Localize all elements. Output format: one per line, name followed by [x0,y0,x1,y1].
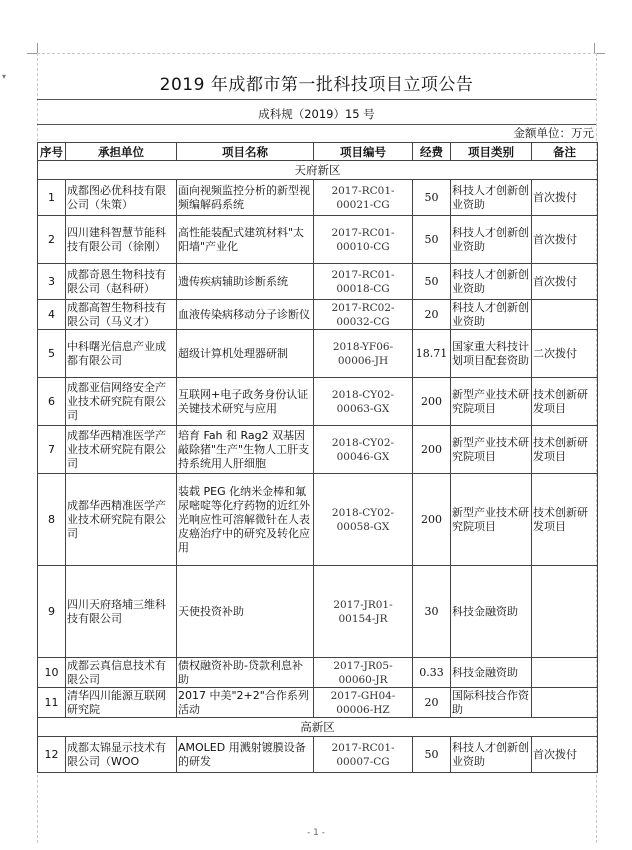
row-code: 2018-CY02-00063-GX [314,378,413,426]
row-project: 天使投资补助 [177,566,314,658]
row-code: 2017-JR01-00154-JR [314,566,413,658]
page-number: - 1 - [307,828,325,838]
row-note: 技术创新研发项目 [532,474,598,566]
row-org: 四川天府珞埔三维科技有限公司 [66,566,177,658]
row-fund: 50 [413,264,451,300]
row-code: 2017-RC01-00010-CG [314,216,413,264]
row-project: 超级计算机处理器研制 [177,330,314,378]
table-row [38,737,598,773]
row-seq: 3 [38,264,66,300]
document-title: 2019 年成都市第一批科技项目立项公告 [159,75,474,95]
row-fund: 200 [413,378,451,426]
table-row [38,264,598,300]
row-note: 首次拨付 [532,737,598,773]
row-seq: 5 [38,330,66,378]
header-category: 项目类别 [451,143,532,161]
row-note: 技术创新研发项目 [532,378,598,426]
row-fund: 20 [413,300,451,330]
row-seq: 11 [38,688,66,718]
row-category: 科技金融资助 [451,566,532,658]
row-org: 成都华西精准医学产业技术研究院有限公司 [66,474,177,566]
row-fund: 200 [413,426,451,474]
row-seq: 12 [38,737,66,773]
row-seq: 1 [38,180,66,216]
row-seq: 2 [38,216,66,264]
table-row [38,426,598,474]
docno-rule [37,124,596,125]
row-note: 首次拨付 [532,216,598,264]
row-seq: 9 [38,566,66,658]
row-project: 培育 Fah 和 Rag2 双基因敲除猪"生产"生物人工肝支持系统用人肝细胞 [177,426,314,474]
row-category: 科技人才创新创业资助 [451,216,532,264]
row-code: 2017-RC02-00032-CG [314,300,413,330]
header-fund: 经费 [413,143,451,161]
row-org: 成都太锦显示技术有限公司（WOO [66,737,177,773]
row-org: 成都华西精准医学产业技术研究院有限公司 [66,426,177,474]
row-note [532,566,598,658]
header-project: 项目名称 [177,143,314,161]
table-row [38,658,598,688]
row-category: 科技人才创新创业资助 [451,264,532,300]
row-category: 科技人才创新创业资助 [451,300,532,330]
row-code: 2017-RC01-00018-CG [314,264,413,300]
row-project: 装载 PEG 化纳米金棒和氟尿嘧啶等化疗药物的近红外光响应性可溶解微针在人表皮癌治疗中的研究及转化应用 [177,474,314,566]
title-rule [37,99,596,100]
row-project: 高性能装配式建筑材料"太阳墙"产业化 [177,216,314,264]
row-code: 2017-RC01-00007-CG [314,737,413,773]
row-fund: 20 [413,688,451,718]
section-row [38,161,598,180]
row-note: 技术创新研发项目 [532,426,598,474]
table-row [38,566,598,658]
header-seq: 序号 [38,143,66,161]
row-note [532,300,598,330]
row-note: 首次拨付 [532,180,598,216]
row-fund: 200 [413,474,451,566]
table-row [38,330,598,378]
row-seq: 8 [38,474,66,566]
row-category: 科技金融资助 [451,658,532,688]
row-project: 2017 中美"2+2"合作系列活动 [177,688,314,718]
project-table [37,142,598,773]
row-project: AMOLED 用溅射镀膜设备的研发 [177,737,314,773]
margin-marker-icon: ▾ [2,72,7,81]
row-category: 科技人才创新创业资助 [451,180,532,216]
row-seq: 4 [38,300,66,330]
table-row [38,474,598,566]
row-project: 债权融资补助-贷款利息补助 [177,658,314,688]
table-row [38,688,598,718]
row-seq: 6 [38,378,66,426]
row-org: 中科曙光信息产业成都有限公司 [66,330,177,378]
page-top-guide [37,53,596,54]
table-row [38,378,598,426]
row-code: 2017-JR05-00060-JR [314,658,413,688]
row-fund: 0.33 [413,658,451,688]
row-fund: 30 [413,566,451,658]
row-org: 成都奇恩生物科技有限公司（赵科研） [66,264,177,300]
row-org: 成都高智生物科技有限公司（马义才） [66,300,177,330]
row-org: 成都亚信网络安全产业技术研究院有限公司 [66,378,177,426]
section-name: 天府新区 [38,161,598,180]
row-category: 新型产业技术研究院项目 [451,474,532,566]
table-header-row [38,143,598,161]
row-fund: 50 [413,737,451,773]
document-number: 成科规（2019）15 号 [258,107,375,121]
header-note: 备注 [532,143,598,161]
row-code: 2018-YF06-00006-JH [314,330,413,378]
row-code: 2017-RC01-00021-CG [314,180,413,216]
table-row [38,216,598,264]
row-fund: 50 [413,216,451,264]
row-note [532,658,598,688]
row-fund: 50 [413,180,451,216]
table-row [38,180,598,216]
row-category: 国际科技合作资助 [451,688,532,718]
section-name: 高新区 [38,718,598,737]
row-code: 2018-CY02-00046-GX [314,426,413,474]
row-category: 科技人才创新创业资助 [451,737,532,773]
row-project: 面向视频监控分析的新型视频编解码系统 [177,180,314,216]
row-org: 清华四川能源互联网研究院 [66,688,177,718]
amount-unit-note: 金额单位：万元 [513,126,594,140]
header-code: 项目编号 [314,143,413,161]
row-category: 新型产业技术研究院项目 [451,426,532,474]
row-note: 首次拨付 [532,264,598,300]
row-code: 2018-CY02-00058-GX [314,474,413,566]
row-note [532,688,598,718]
row-seq: 7 [38,426,66,474]
row-seq: 10 [38,658,66,688]
row-category: 新型产业技术研究院项目 [451,378,532,426]
row-org: 成都云真信息技术有限公司 [66,658,177,688]
row-code: 2017-GH04-00006-HZ [314,688,413,718]
row-org: 四川建科智慧节能科技有限公司（徐刚） [66,216,177,264]
row-org: 成都图必优科技有限公司（朱策） [66,180,177,216]
header-org: 承担单位 [66,143,177,161]
section-row [38,718,598,737]
table-row [38,300,598,330]
row-category: 国家重大科技计划项目配套资助 [451,330,532,378]
row-project: 互联网+电子政务身份认证关键技术研究与应用 [177,378,314,426]
row-project: 遗传疾病辅助诊断系统 [177,264,314,300]
row-project: 血液传染病移动分子诊断仪 [177,300,314,330]
row-fund: 18.71 [413,330,451,378]
row-note: 二次拨付 [532,330,598,378]
